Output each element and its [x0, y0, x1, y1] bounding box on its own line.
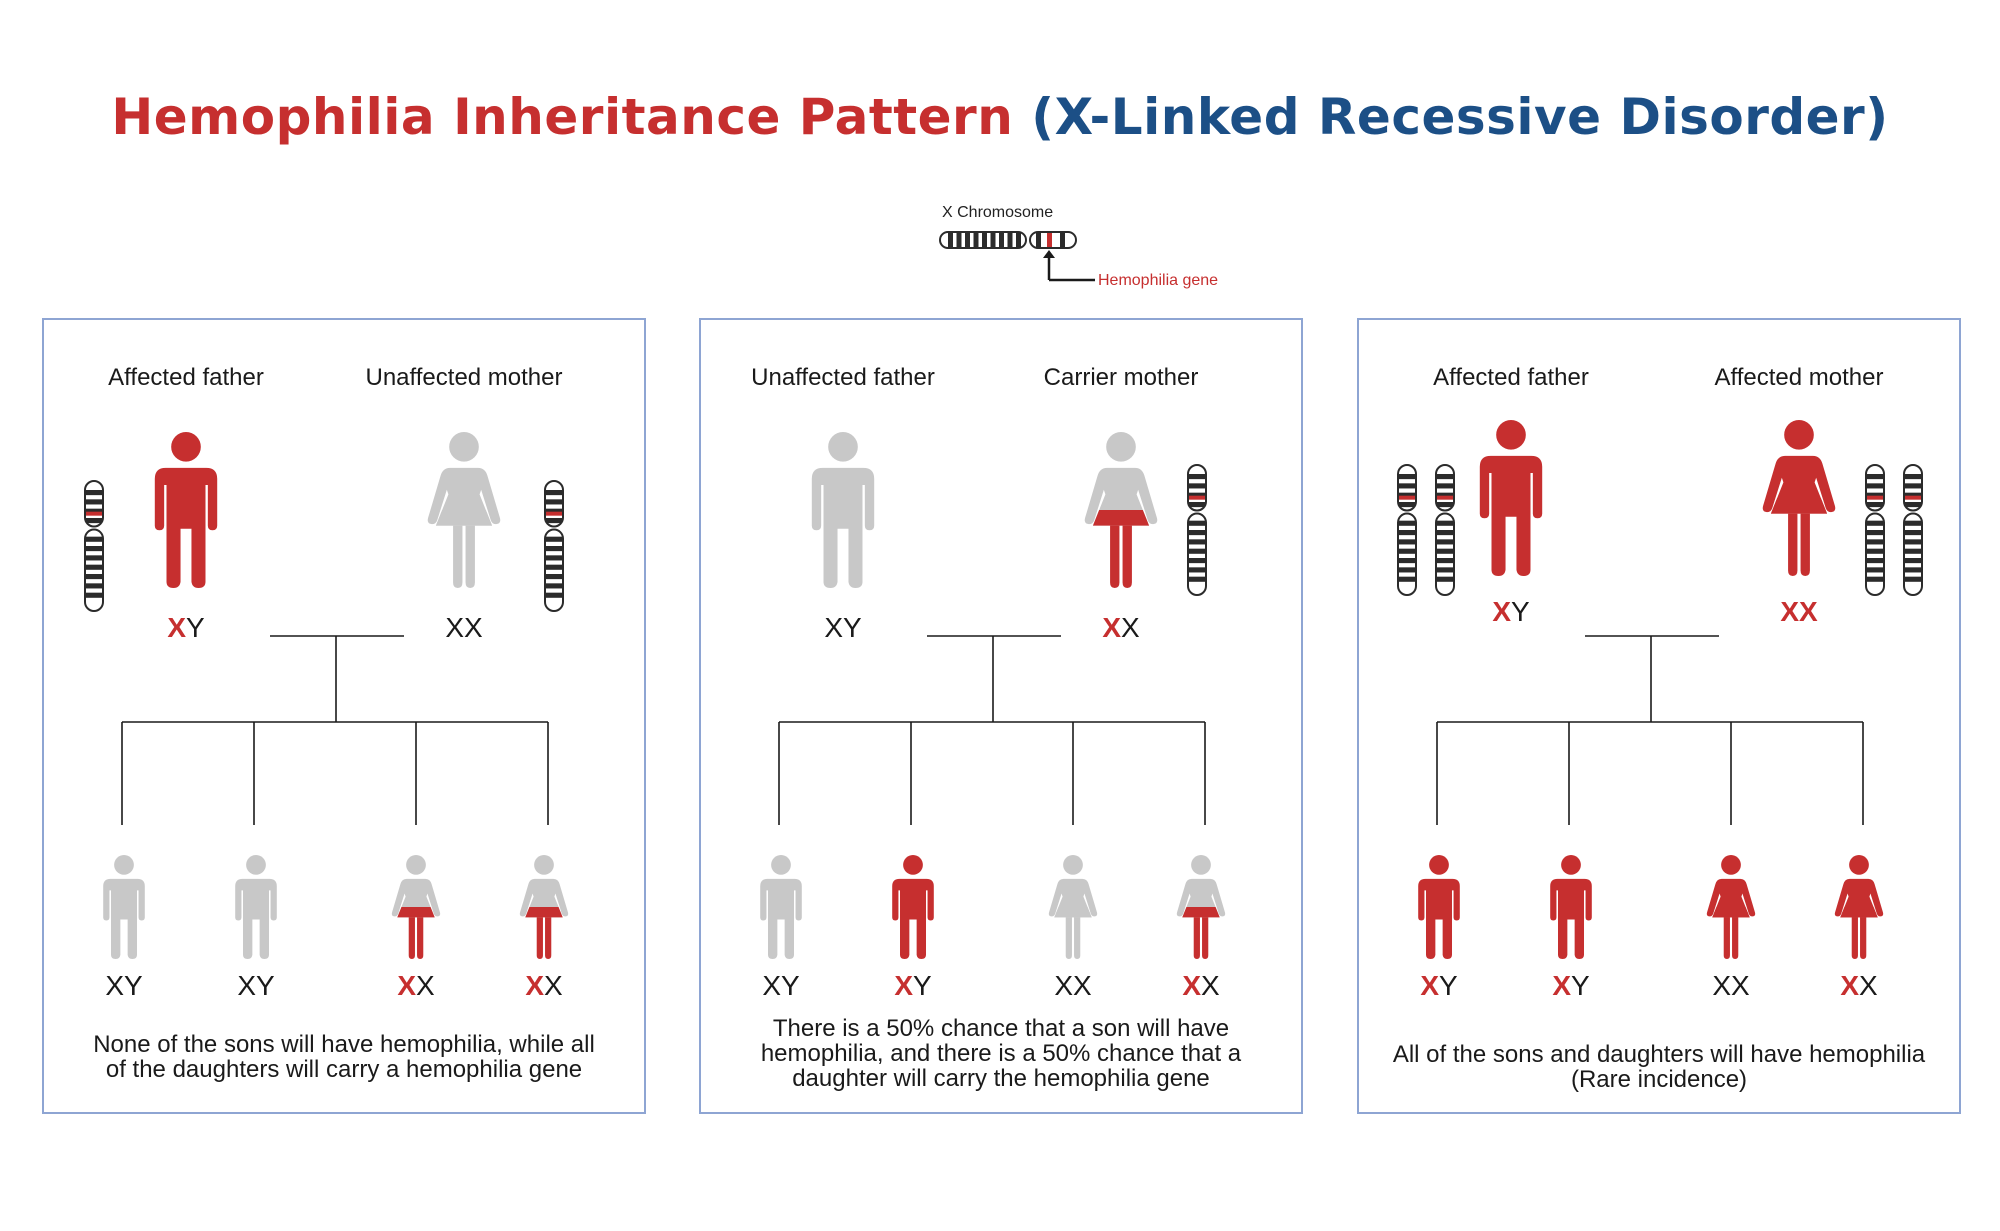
x-chromosome-icon [1187, 464, 1207, 601]
daughter-figure-icon [518, 842, 570, 972]
mother-genotype: XX [445, 612, 483, 643]
mother-label: Carrier mother [1043, 364, 1199, 391]
mother-figure-icon [425, 412, 503, 608]
mother-figure-icon [1760, 400, 1838, 596]
father-genotype: XY [1492, 596, 1530, 627]
father-label: Unaffected father [751, 364, 935, 391]
mother-figure-icon [1082, 412, 1160, 608]
x-chromosome-icon [1435, 464, 1455, 601]
child-genotype: XY [762, 970, 800, 1001]
father-label: Affected father [1433, 364, 1589, 391]
panel-affected-father [42, 318, 646, 1114]
legend-x-chromosome-icon [930, 222, 1100, 292]
father-figure-icon [804, 412, 882, 608]
daughter-figure-icon [1175, 842, 1227, 972]
son-figure-icon [230, 842, 282, 972]
legend-gene-label: Hemophilia gene [1098, 272, 1219, 289]
child-genotype: XY [237, 970, 275, 1001]
daughter-figure-icon [1705, 842, 1757, 972]
father-genotype: XY [167, 612, 205, 643]
caption-line: daughter will carry the hemophilia gene [792, 1065, 1210, 1092]
mother-label: Affected mother [1714, 364, 1884, 391]
panel-both-affected [1357, 318, 1961, 1114]
son-figure-icon [755, 842, 807, 972]
panel-caption [54, 1032, 634, 1082]
x-chromosome-icon [1865, 464, 1885, 601]
child-genotype: XX [525, 970, 563, 1001]
child-genotype: XX [1054, 970, 1092, 1001]
caption-line: All of the sons and daughters will have hemophilia [1392, 1041, 1926, 1068]
daughter-figure-icon [1047, 842, 1099, 972]
mother-genotype: XX [1780, 596, 1818, 627]
father-genotype: XY [824, 612, 862, 643]
x-chromosome-icon [1397, 464, 1417, 601]
legend-chromosome-label: X Chromosome [942, 204, 1054, 221]
caption-line: hemophilia, and there is a 50% chance that a [760, 1040, 1242, 1067]
caption-line: (Rare incidence) [1570, 1066, 1748, 1093]
child-genotype: XY [1552, 970, 1590, 1001]
title-sub: (X-Linked Recessive Disorder) [1031, 88, 1889, 146]
child-genotype: XX [1840, 970, 1878, 1001]
daughter-figure-icon [1833, 842, 1885, 972]
son-figure-icon [98, 842, 150, 972]
mother-label: Unaffected mother [365, 364, 563, 391]
child-genotype: XY [105, 970, 143, 1001]
father-figure-icon [1472, 400, 1550, 596]
son-figure-icon [1545, 842, 1597, 972]
child-genotype: XX [1182, 970, 1220, 1001]
page-title [0, 88, 2000, 146]
x-chromosome-icon [544, 480, 564, 617]
caption-line: of the daughters will carry a hemophilia gene [105, 1056, 583, 1083]
mother-genotype: XX [1102, 612, 1140, 643]
daughter-figure-icon [390, 842, 442, 972]
panel-carrier-mother [699, 318, 1303, 1114]
panel-caption [711, 1016, 1291, 1091]
father-figure-icon [147, 412, 225, 608]
child-genotype: XY [1420, 970, 1458, 1001]
caption-line: There is a 50% chance that a son will have [772, 1015, 1230, 1042]
son-figure-icon [1413, 842, 1465, 972]
x-chromosome-icon [1903, 464, 1923, 601]
x-chromosome-icon [84, 480, 104, 617]
title-main: Hemophilia Inheritance Pattern [111, 88, 1014, 146]
son-figure-icon [887, 842, 939, 972]
child-genotype: XX [1712, 970, 1750, 1001]
panel-caption [1369, 1042, 1949, 1092]
child-genotype: XX [397, 970, 435, 1001]
child-genotype: XY [894, 970, 932, 1001]
father-label: Affected father [108, 364, 264, 391]
caption-line: None of the sons will have hemophilia, while all [93, 1031, 595, 1058]
